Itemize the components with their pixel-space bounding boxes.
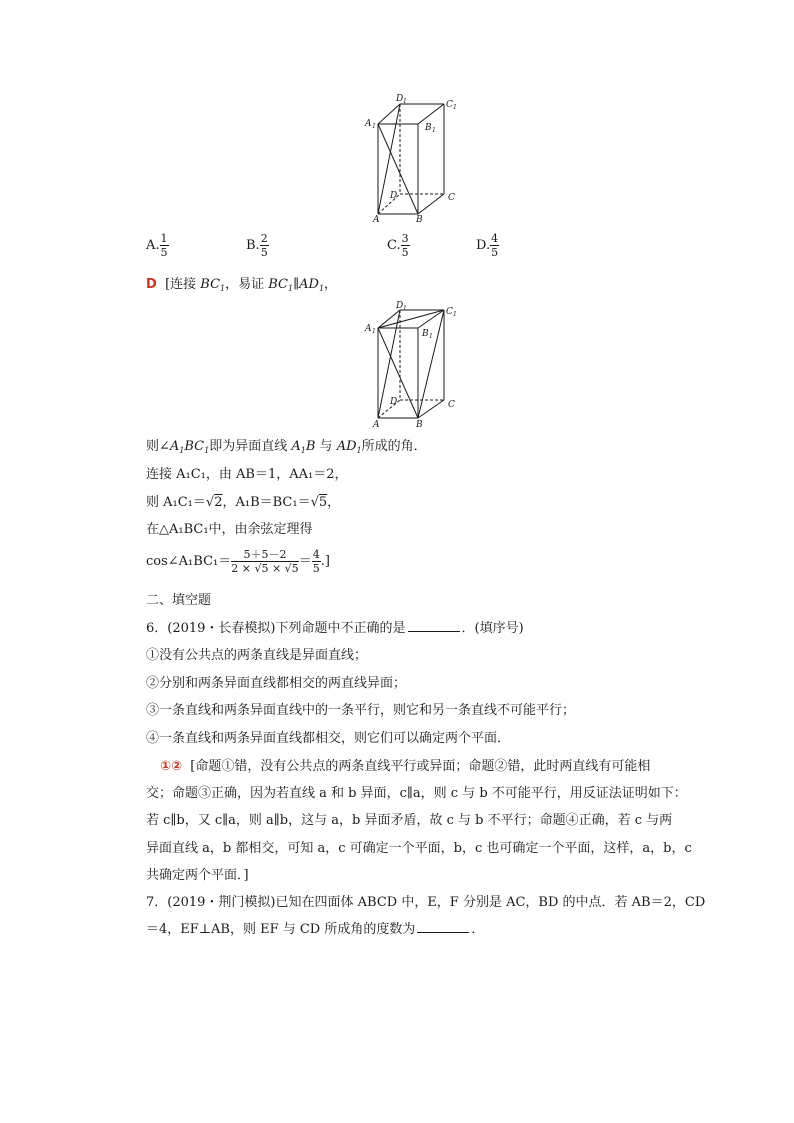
label-C: C (448, 193, 455, 203)
prism-figure-1 (360, 92, 470, 222)
label-B1: B (425, 123, 432, 133)
svg-text:1: 1 (432, 127, 436, 134)
label-D: D (390, 191, 398, 201)
sol-line-4: 在△A₁BC₁中，由余弦定理得 (146, 522, 313, 537)
svg-text:1: 1 (429, 333, 433, 340)
label-B: B (416, 215, 423, 222)
svg-text:1: 1 (453, 311, 457, 318)
option-d: D. $\frac{4}{5}$ (476, 232, 499, 259)
q6-answer-line-2: 交；命题③正确，因为若直线 a 和 b 异面，c∥a，则 c 与 b 不可能平行，用反证法证明如下： (146, 786, 687, 801)
answer-blank[interactable] (417, 922, 469, 933)
label-A1: A (365, 119, 372, 129)
option-b: B. $\frac{2}{5}$ (246, 232, 268, 259)
cos-formula: cos∠A₁BC₁＝ $\frac{5+5-2}{2 \times √5 \times √5}$ ＝ $\frac{4}{5}$ .] (146, 548, 330, 575)
answer-5: D [连接 $BC_1$，易证 $BC_1\parallel AD_1$， (146, 277, 338, 293)
svg-text:1: 1 (453, 104, 457, 111)
sol-line-1: 则$\angle A_1BC_1$即为异面直线 $A_1B$ 与 $AD_1$所成的角． (146, 439, 427, 455)
svg-text:D: D (390, 397, 398, 407)
svg-text:B: B (416, 420, 423, 430)
q6-item-4: ④一条直线和两条异面直线都相交，则它们可以确定两个平面． (146, 731, 511, 746)
svg-text:D: D (396, 301, 404, 311)
option-a: A. $\frac{1}{5}$ (146, 232, 168, 259)
svg-text:C: C (448, 400, 455, 410)
section-heading: 二、填空题 (146, 593, 212, 608)
sol-line-3: 则 A₁C₁＝√2，A₁B＝BC₁＝√5， (146, 495, 341, 510)
question-7-line-1: 7．(2019・荆门模拟)已知在四面体 ABCD 中，E，F 分别是 AC，BD 的中点．若 AB＝2，CD (146, 895, 706, 910)
q6-item-2: ②分别和两条异面直线都相交的两直线异面； (146, 676, 407, 691)
svg-text:B: B (422, 329, 429, 339)
label-C1: C (446, 100, 453, 110)
label-A: A (373, 215, 380, 222)
svg-text:A: A (365, 324, 372, 334)
svg-text:C: C (446, 307, 453, 317)
q6-answer-line-5: 共确定两个平面．] (146, 868, 249, 883)
sol-line-2: 连接 A₁C₁，由 AB＝1，AA₁＝2， (146, 467, 348, 482)
question-6-stem: 6．(2019・长春模拟)下列命题中不正确的是 ．(填序号) (146, 621, 524, 636)
q6-item-3: ③一条直线和两条异面直线中的一条平行，则它和另一条直线不可能平行； (146, 703, 576, 718)
svg-text:A: A (373, 420, 380, 430)
svg-text:1: 1 (372, 123, 376, 130)
label-D1: D (396, 94, 404, 104)
prism-figure-2 (360, 300, 470, 430)
q6-item-1: ①没有公共点的两条直线是异面直线； (146, 648, 368, 663)
question-7-line-2: ＝4，EF⊥AB，则 EF 与 CD 所成角的度数为 ． (146, 922, 485, 937)
q6-answer-line-3: 若 c∥b，又 c∥a，则 a∥b，这与 a，b 异面矛盾，故 c 与 b 不平行；命题④正确，若 c 与两 (146, 813, 673, 828)
svg-text:1: 1 (372, 328, 376, 335)
q6-answer-line-4: 异面直线 a，b 都相交，可知 a，c 可确定一个平面，b，c 也可确定一个平面，这样，a，b，c (146, 841, 692, 856)
answer-blank[interactable] (408, 621, 460, 632)
q6-answer-line-1: ①② [命题①错，没有公共点的两条直线平行或异面；命题②错，此时两直线有可能相 (160, 759, 651, 774)
svg-text:1: 1 (403, 305, 407, 312)
svg-text:1: 1 (403, 98, 407, 105)
option-c: C. $\frac{3}{5}$ (387, 232, 409, 259)
